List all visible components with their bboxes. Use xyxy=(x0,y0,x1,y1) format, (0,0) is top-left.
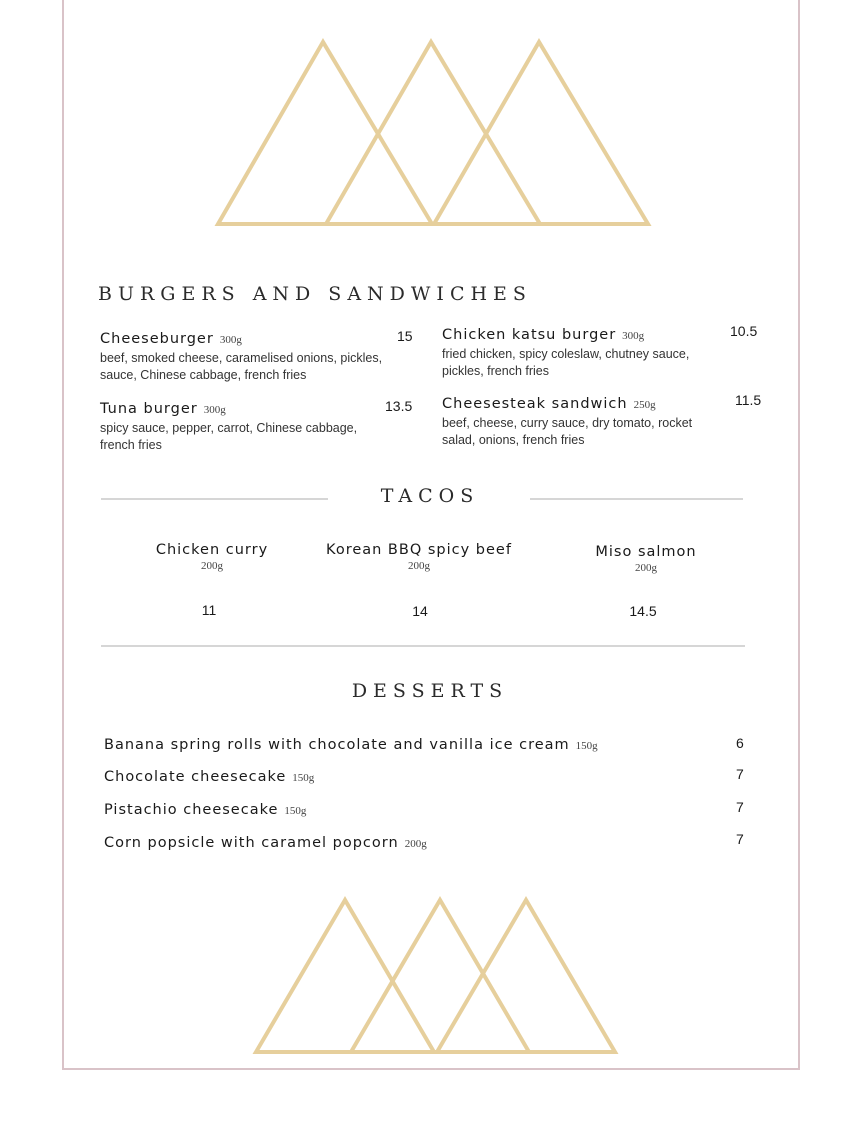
item-name: Chicken katsu burger xyxy=(442,327,617,343)
item-price: 6 xyxy=(736,735,744,751)
item-weight: 300g xyxy=(622,330,645,342)
item-name: Chocolate cheesecake xyxy=(104,769,287,785)
item-name: Corn popsicle with caramel popcorn xyxy=(104,835,399,851)
item-name: Pistachio cheesecake xyxy=(104,802,279,818)
item-weight: 300g xyxy=(203,404,226,416)
item-weight: 150g xyxy=(292,772,315,784)
item-price: 14 xyxy=(412,603,428,619)
taco-item-chicken-curry xyxy=(102,542,322,572)
item-price: 7 xyxy=(736,766,744,782)
item-weight: 250g xyxy=(633,399,656,411)
item-price: 15 xyxy=(397,328,413,344)
item-weight: 150g xyxy=(575,740,598,752)
taco-item-korean-bbq-spicy-beef xyxy=(309,542,529,572)
item-weight: 200g xyxy=(408,560,430,572)
item-weight: 200g xyxy=(635,562,657,574)
section-title-desserts: DESSERTS xyxy=(351,680,509,702)
item-description: fried chicken, spicy coleslaw, chutney sauce, pickles, french fries xyxy=(442,347,690,378)
item-price: 10.5 xyxy=(730,323,758,339)
item-weight: 200g xyxy=(201,560,223,572)
item-weight: 150g xyxy=(284,805,307,817)
item-price: 14.5 xyxy=(629,603,657,619)
taco-item-miso-salmon xyxy=(536,544,756,574)
item-description: beef, smoked cheese, caramelised onions, pickles, sauce, Chinese cabbage, french fries xyxy=(100,351,383,382)
item-name: Cheesesteak sandwich xyxy=(442,396,628,412)
item-description: beef, cheese, curry sauce, dry tomato, rocket salad, onions, french fries xyxy=(442,416,693,447)
item-price: 11.5 xyxy=(735,392,762,408)
item-weight: 200g xyxy=(404,838,427,850)
menu-item-tuna-burger xyxy=(100,400,390,454)
menu-item-cheesesteak-sandwich xyxy=(442,395,702,449)
item-name: Banana spring rolls with chocolate and vanilla ice cream xyxy=(104,737,570,753)
dessert-item xyxy=(104,768,314,786)
item-name: Korean BBQ spicy beef xyxy=(326,542,512,558)
dessert-item xyxy=(104,834,427,852)
triangles-decoration-bottom xyxy=(250,894,626,1058)
dessert-item xyxy=(104,801,306,819)
menu-item-cheeseburger xyxy=(100,330,390,384)
section-title-burgers: BURGERS AND SANDWICHES xyxy=(98,283,532,305)
triangles-decoration-top xyxy=(210,36,660,232)
section-title-tacos: TACOS xyxy=(380,485,480,507)
divider-right xyxy=(530,498,743,500)
menu-item-chicken-katsu-burger xyxy=(442,326,702,380)
item-price: 13.5 xyxy=(385,398,413,414)
item-price: 7 xyxy=(736,799,744,815)
item-name: Cheeseburger xyxy=(100,331,214,347)
item-price: 11 xyxy=(201,602,217,618)
item-price: 7 xyxy=(736,831,744,847)
dessert-item xyxy=(104,736,598,754)
item-name: Tuna burger xyxy=(100,401,198,417)
item-name: Chicken curry xyxy=(155,542,269,558)
item-name: Miso salmon xyxy=(595,544,697,560)
item-weight: 300g xyxy=(219,334,242,346)
item-description: spicy sauce, pepper, carrot, Chinese cabbage, french fries xyxy=(100,421,358,452)
divider-full xyxy=(101,645,745,647)
